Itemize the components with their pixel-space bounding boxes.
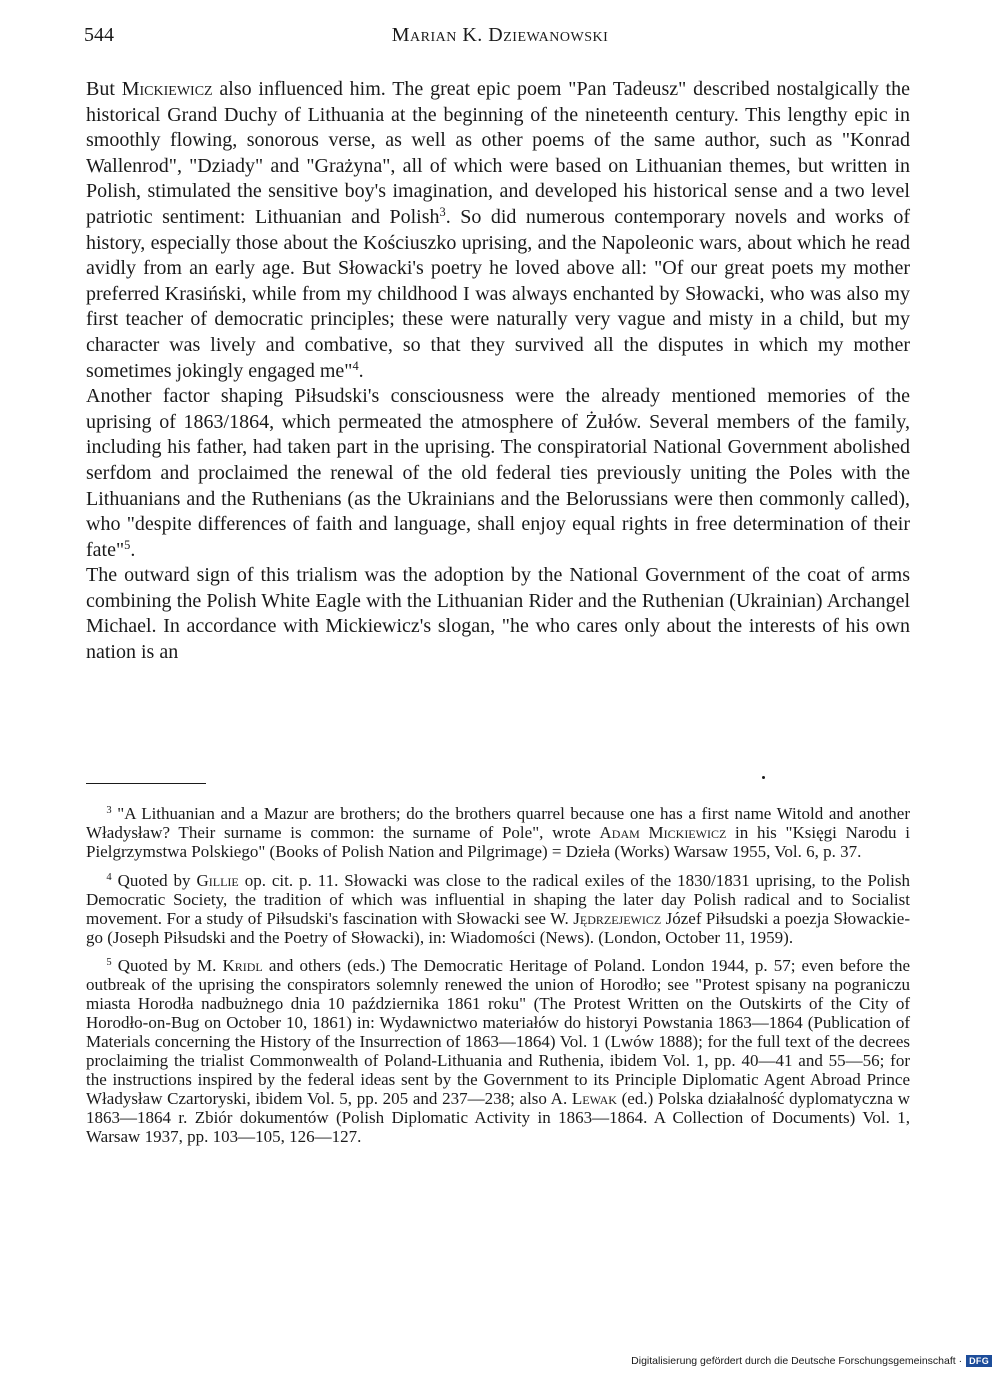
author-name: Mickiewicz: [121, 78, 213, 100]
text: op. cit. p. 11. Słowacki was close to the radical exiles of the 1830/1831 uprising, to the Polish Democratic Society, the tradition of which was influential in shaping the later day Polish radical and to Socialist movement. For a study of Piłsudski's fascination with Słowacki see W.: [86, 870, 910, 928]
footnote-5: [86, 956, 910, 1146]
paragraph-2: [86, 384, 910, 563]
running-head-first: Marian K.: [391, 24, 489, 46]
text: (ed.) Polska działalność dyplomatyczna w 1863—1864 r. Zbiór dokumentów (Polish Diplomatic Activity in 1863—1864. A Collection of Documents) Vol. 1, Warsaw 1937, pp. 103—105, 126—127.: [86, 1089, 910, 1146]
text: in his "Księgi Narodu i Pielgrzymstwa Polskiego" (Books of Polish Nation and Pilgrimage) = Dzieła (Works) Warsaw 1955, Vol. 6, p. 37.: [86, 823, 910, 861]
credit-text: Digitalisierung gefördert durch die Deutsche Forschungsgemeinschaft ·: [631, 1355, 963, 1367]
footnote-number: 5: [106, 957, 112, 969]
footnote-4: [86, 871, 910, 947]
footnote-rule: [86, 783, 206, 784]
author-name: Gillie: [196, 870, 239, 890]
body-text: [86, 77, 910, 666]
text: Another factor shaping Piłsudski's consciousness were the already mentioned memories of the uprising of 1863/1864, which permeated the atmosphere of Żułów. Several members of the family, including his father, had taken part in the uprising. The conspiratorial National Government abolished serfdom and proclaimed the renewal of the old federal ties previously uniting the Poles with the Lithuanians and the Ruthenians (as the Ukrainians and the Belorussians were then commonly called), who "despite differences of faith and language, shall enjoy equal rights in free determination of their fate": [86, 385, 910, 561]
text: .: [130, 538, 136, 561]
paragraph-1: [86, 77, 910, 384]
text: Józef Piłsudski a poezja Słowackiego (Joseph Piłsudski and the Poetry of Słowacki), in: Wiadomości (News). (London, October 11, 1959).: [86, 908, 910, 947]
digitization-credit: [631, 1355, 992, 1367]
page-number: 544: [84, 24, 114, 46]
footnotes: [86, 804, 910, 1156]
footnote-ref-5[interactable]: 5: [124, 537, 131, 552]
footnote-number: 3: [106, 805, 112, 817]
paragraph-3: The outward sign of this trialism was the adoption by the National Government of the coat of arms combining the Polish White Eagle with the Lithuanian Rider and the Ruthenian (Ukrainian) Archangel Michael. In accordance with Mickiewicz's slogan, "he who cares only about the interests of his own nation is an: [86, 564, 910, 664]
dfg-logo-icon: DFG: [966, 1355, 992, 1367]
running-head: [0, 24, 1000, 47]
author-name: Jędrzejewicz: [573, 908, 662, 928]
text: But: [86, 78, 122, 100]
text: also influenced him. The great epic poem "Pan Tadeusz" described nostalgically the historical Grand Duchy of Lithuania at the beginning of the nineteenth century. This lengthy epic in smoothly flowing, sonorous verse, as well as other poems of the same author, such as "Konrad Wallenrod", "Dziady" and "Grażyna", all of which were based on Lithuanian themes, but written in Polish, stimulated the sensitive boy's imagination, and developed his historical sense and a two level patriotic sentiment: Lithuanian and Polish: [86, 78, 910, 228]
text: . So did numerous contemporary novels and works of history, especially those about the Kościuszko uprising, and the Napoleonic wars, about which he read avidly from an early age. But Słowacki's poetry he loved above all: "Of our great poets my mother preferred Krasiński, while from my childhood I was always enchanted by Słowacki, who was also my first teacher of democratic principles; these were naturally very vague and misty in a child, but my character was lively and combative, so that they survived all the disputes in which my mother sometimes jokingly engaged me": [86, 205, 911, 382]
author-name: Lewak: [571, 1089, 617, 1108]
footnote-3: [86, 804, 910, 861]
text: Quoted by M.: [111, 956, 223, 975]
footnote-number: 4: [106, 871, 112, 883]
author-name: Adam Mickiewicz: [599, 823, 727, 842]
footnote-ref-4[interactable]: 4: [352, 358, 359, 373]
text: Quoted by: [111, 870, 197, 890]
text: "A Lithuanian and a Mazur are brothers; do the brothers quarrel because one has a first name Witold and another Władysław? Their surname is common: the surname of Pole", wrote: [86, 804, 910, 842]
footnote-ref-3[interactable]: 3: [439, 205, 446, 220]
text: and others (eds.) The Democratic Heritage of Poland. London 1944, p. 57; even before the outbreak of the uprising the conspirators solemnly renewed the union of Horodło; see "Protest spisany na pograniczu miasta Horodła nadbużnego dnia 10 października 1861 roku" (The Protest Written on the Outskirts of the City of Horodło-on-Bug on October 10, 1861) in: Wydawnictwo materiałów do historyi Powstania 1863—1864 (Publication of Materials concerning the History of the Insurrection of 1863—1864) Vol. 1 (Lwów 1888); for the full text of the decrees proclaiming the trialist Commonwealth of Poland-Lithuania and Ruthenia, ibidem Vol. 1, pp. 40—41 and 55—56; for the instructions inspired by the federal ideas sent by the Government to its Principle Diplomatic Agent Abroad Prince Władysław Czartoryski, ibidem Vol. 5, pp. 205 and 237—238; also A.: [86, 956, 910, 1108]
author-name: Kridl: [222, 956, 263, 975]
text: .: [358, 359, 364, 382]
stray-dot: [762, 776, 765, 779]
running-head-last: Dziewanowski: [488, 24, 609, 46]
